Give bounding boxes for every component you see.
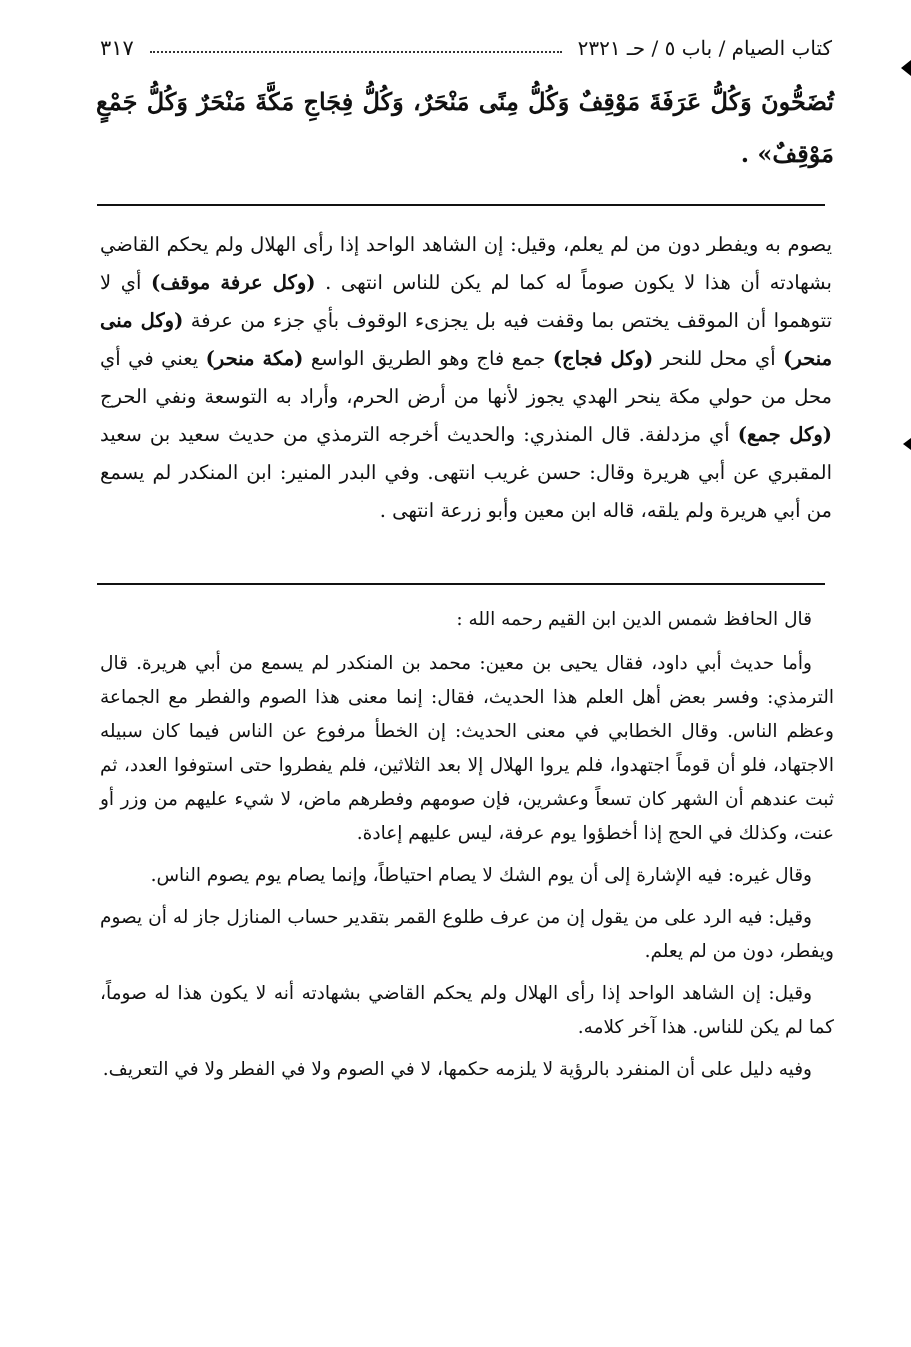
- commentary-quote: (وكل جمع): [737, 423, 832, 446]
- paragraph: وقال غيره: فيه الإشارة إلى أن يوم الشك لا يصام احتياطاً، وإنما يصام يوم يصوم الناس.: [150, 865, 812, 886]
- ibn-qayyim-section: [100, 603, 834, 1095]
- commentary-segment: يصوم به ويفطر دون من لم يعلم، وقيل: إن الشاهد الواحد إذا رأى الهلال ولم يحكم القاضي بشهادته أن هذا لا يكون صوماً له كما لم يكن للناس انتهى .: [100, 233, 832, 294]
- commentary-segment: يعني في أي محل من حولي مكة ينحر الهدي يجوز لأنها من أرض الحرم، وأراد به التوسعة ونفي الحرج: [100, 347, 832, 408]
- commentary-segment: أي لا تتوهموا أن الموقف يختص بما وقفت فيه بل يجزىء الوقوف بأي جزء من عرفة: [100, 271, 832, 332]
- hadith-text: تُضَحُّونَ وَكُلُّ عَرَفَةَ مَوْقِفٌ وَكُلُّ مِنًى مَنْحَرٌ، وَكُلُّ فِجَاجِ مَكَّةَ مَنْحَرٌ وَكُلُّ جَمْعٍ مَوْقِفٌ» .: [96, 87, 834, 168]
- paragraph: وأما حديث أبي داود، فقال يحيى بن معين: محمد بن المنكدر لم يسمع من أبي هريرة. قال الترمذي: وفسر بعض أهل العلم هذا الحديث، فقال: إنما معنى هذا الصوم والفطر مع الجماعة وعظم الناس. وقال الخطابي في معنى الحديث: إن الخطأ مرفوع عن الناس فيما كان سبيله الاجتهاد، فلو أن قوماً اجتهدوا، فلم يروا الهلال إلا بعد الثلاثين، فلم يفطروا حتى استوفوا العدد، ثم ثبت عندهم أن الشهر كان تسعاً وعشرين، فإن صومهم وفطرهم ماض، لا شيء عليهم من وزر أو عنت، وكذلك في الحج إذا أخطؤوا يوم عرفة، ليس عليهم إعادة.: [100, 653, 834, 844]
- margin-mark: [901, 60, 911, 76]
- commentary-quote: (وكل فجاج): [552, 347, 654, 370]
- page-number: ٣١٧: [100, 36, 134, 60]
- commentary-segment: أي مزدلفة. قال المنذري: والحديث أخرجه الترمذي من حديث سعيد بن سعيد المقبري عن أبي هريرة وقال: حسن غريب انتهى. وفي البدر المنير: ابن المنكدر لم يسمع من أبي هريرة ولم يلقه، قاله ابن معين وأبو زرعة انتهى .: [100, 423, 832, 522]
- paragraph: وقيل: فيه الرد على من يقول إن من عرف طلوع القمر بتقدير حساب المنازل جاز له أن يصوم ويفطر، دون من لم يعلم.: [100, 907, 834, 962]
- paragraph: وفيه دليل على أن المنفرد بالرؤية لا يلزمه حكمها، لا في الصوم ولا في الفطر ولا في التعريف.: [102, 1059, 812, 1080]
- commentary-text: [100, 226, 832, 530]
- commentary-quote: (وكل منى منحر): [100, 309, 833, 370]
- commentary-segment: أي محل للنحر: [660, 347, 776, 370]
- commentary-quote: (وكل عرفة موقف): [151, 271, 316, 294]
- divider-rule: [97, 204, 825, 206]
- paragraph: وقيل: إن الشاهد الواحد إذا رأى الهلال ولم يحكم القاضي بشهادته أنه لا يكون هذا له صوماً، كما لم يكن للناس. هذا آخر كلامه.: [100, 983, 834, 1038]
- running-header: [100, 30, 832, 66]
- commentary-segment: جمع فاج وهو الطريق الواسع: [310, 347, 546, 370]
- running-title: كتاب الصيام / باب ٥ / حـ ٢٣٢١: [577, 36, 832, 60]
- divider-rule: [97, 583, 825, 585]
- header-dot-leader: [150, 51, 562, 53]
- commentary-quote: (مكة منحر): [205, 347, 304, 370]
- margin-mark: [903, 438, 911, 450]
- section-heading: قال الحافظ شمس الدين ابن القيم رحمه الله :: [456, 609, 812, 630]
